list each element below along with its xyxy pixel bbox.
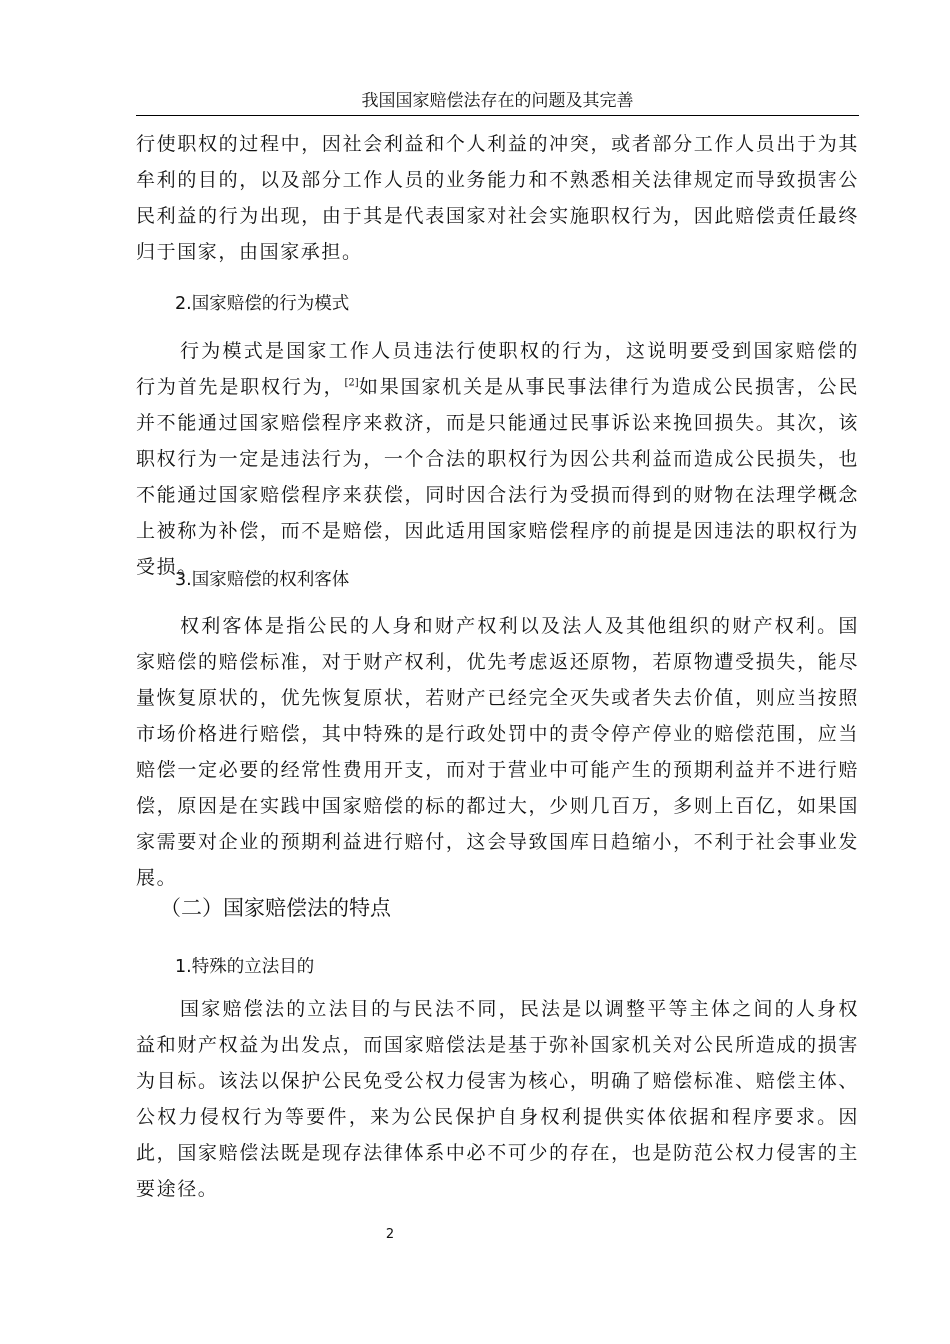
- citation-ref: [2]: [344, 377, 359, 389]
- paragraph-legislative-purpose: 国家赔偿法的立法目的与民法不同，民法是以调整平等主体之间的人身权益和财产权益为出发点，而国家赔偿法是基于弥补国家机关对公民所造成的损害为目标。该法以保护公民免受公权力侵害为核心，明确了赔偿标准、赔偿主体、公权力侵权行为等要件，来为公民保护自身权利提供实体依据和程序要求。因此，国家赔偿法既是现存法律体系中必不可少的存在，也是防范公权力侵害的主要途径。: [136, 998, 859, 1200]
- header-rule: [136, 115, 859, 116]
- paragraph-text: 行为模式是国家工作人员违法行使职权的行为，这说明要受到国家赔偿的行为首先是职权行为，: [136, 340, 859, 398]
- paragraph-continuation: 行使职权的过程中，因社会利益和个人利益的冲突，或者部分工作人员出于为其牟利的目的，以及部分工作人员的业务能力和不熟悉相关法律规定而导致损害公民利益的行为出现，由于其是代表国家对社会实施职权行为，因此赔偿责任最终归于国家，由国家承担。: [136, 133, 859, 263]
- paragraph-text: 如果国家机关是从事民事法律行为造成公民损害，公民并不能通过国家赔偿程序来救济，而是只能通过民事诉讼来挽回损失。其次，该职权行为一定是违法行为，一个合法的职权行为因公共利益而造成公民损失，也不能通过国家赔偿程序来获偿，同时因合法行为受损而得到的财物在法理学概念上被称为补偿，而不是赔偿，因此适用国家赔偿程序的前提是因违法的职权行为受损。: [136, 376, 859, 578]
- subheading-legislative-purpose: 1.特殊的立法目的: [175, 957, 315, 977]
- page-number: 2: [385, 1227, 395, 1242]
- paragraph-behavior-mode: [136, 333, 859, 585]
- running-header: 我国国家赔偿法存在的问题及其完善: [361, 91, 634, 111]
- paragraph-rights-object: 权利客体是指公民的人身和财产权利以及法人及其他组织的财产权利。国家赔偿的赔偿标准，对于财产权利，优先考虑返还原物，若原物遭受损失，能尽量恢复原状的，优先恢复原状，若财产已经完全灭失或者失去价值，则应当按照市场价格进行赔偿，其中特殊的是行政处罚中的责令停产停业的赔偿范围，应当赔偿一定必要的经常性费用开支，而对于营业中可能产生的预期利益并不进行赔偿，原因是在实践中国家赔偿的标的都过大，少则几百万，多则上百亿，如果国家需要对企业的预期利益进行赔付，这会导致国库日趋缩小，不利于社会事业发展。: [136, 615, 859, 889]
- subheading-behavior-mode: 2.国家赔偿的行为模式: [175, 294, 350, 314]
- subheading-rights-object: 3.国家赔偿的权利客体: [175, 570, 350, 590]
- section-heading: （二）国家赔偿法的特点: [160, 896, 391, 920]
